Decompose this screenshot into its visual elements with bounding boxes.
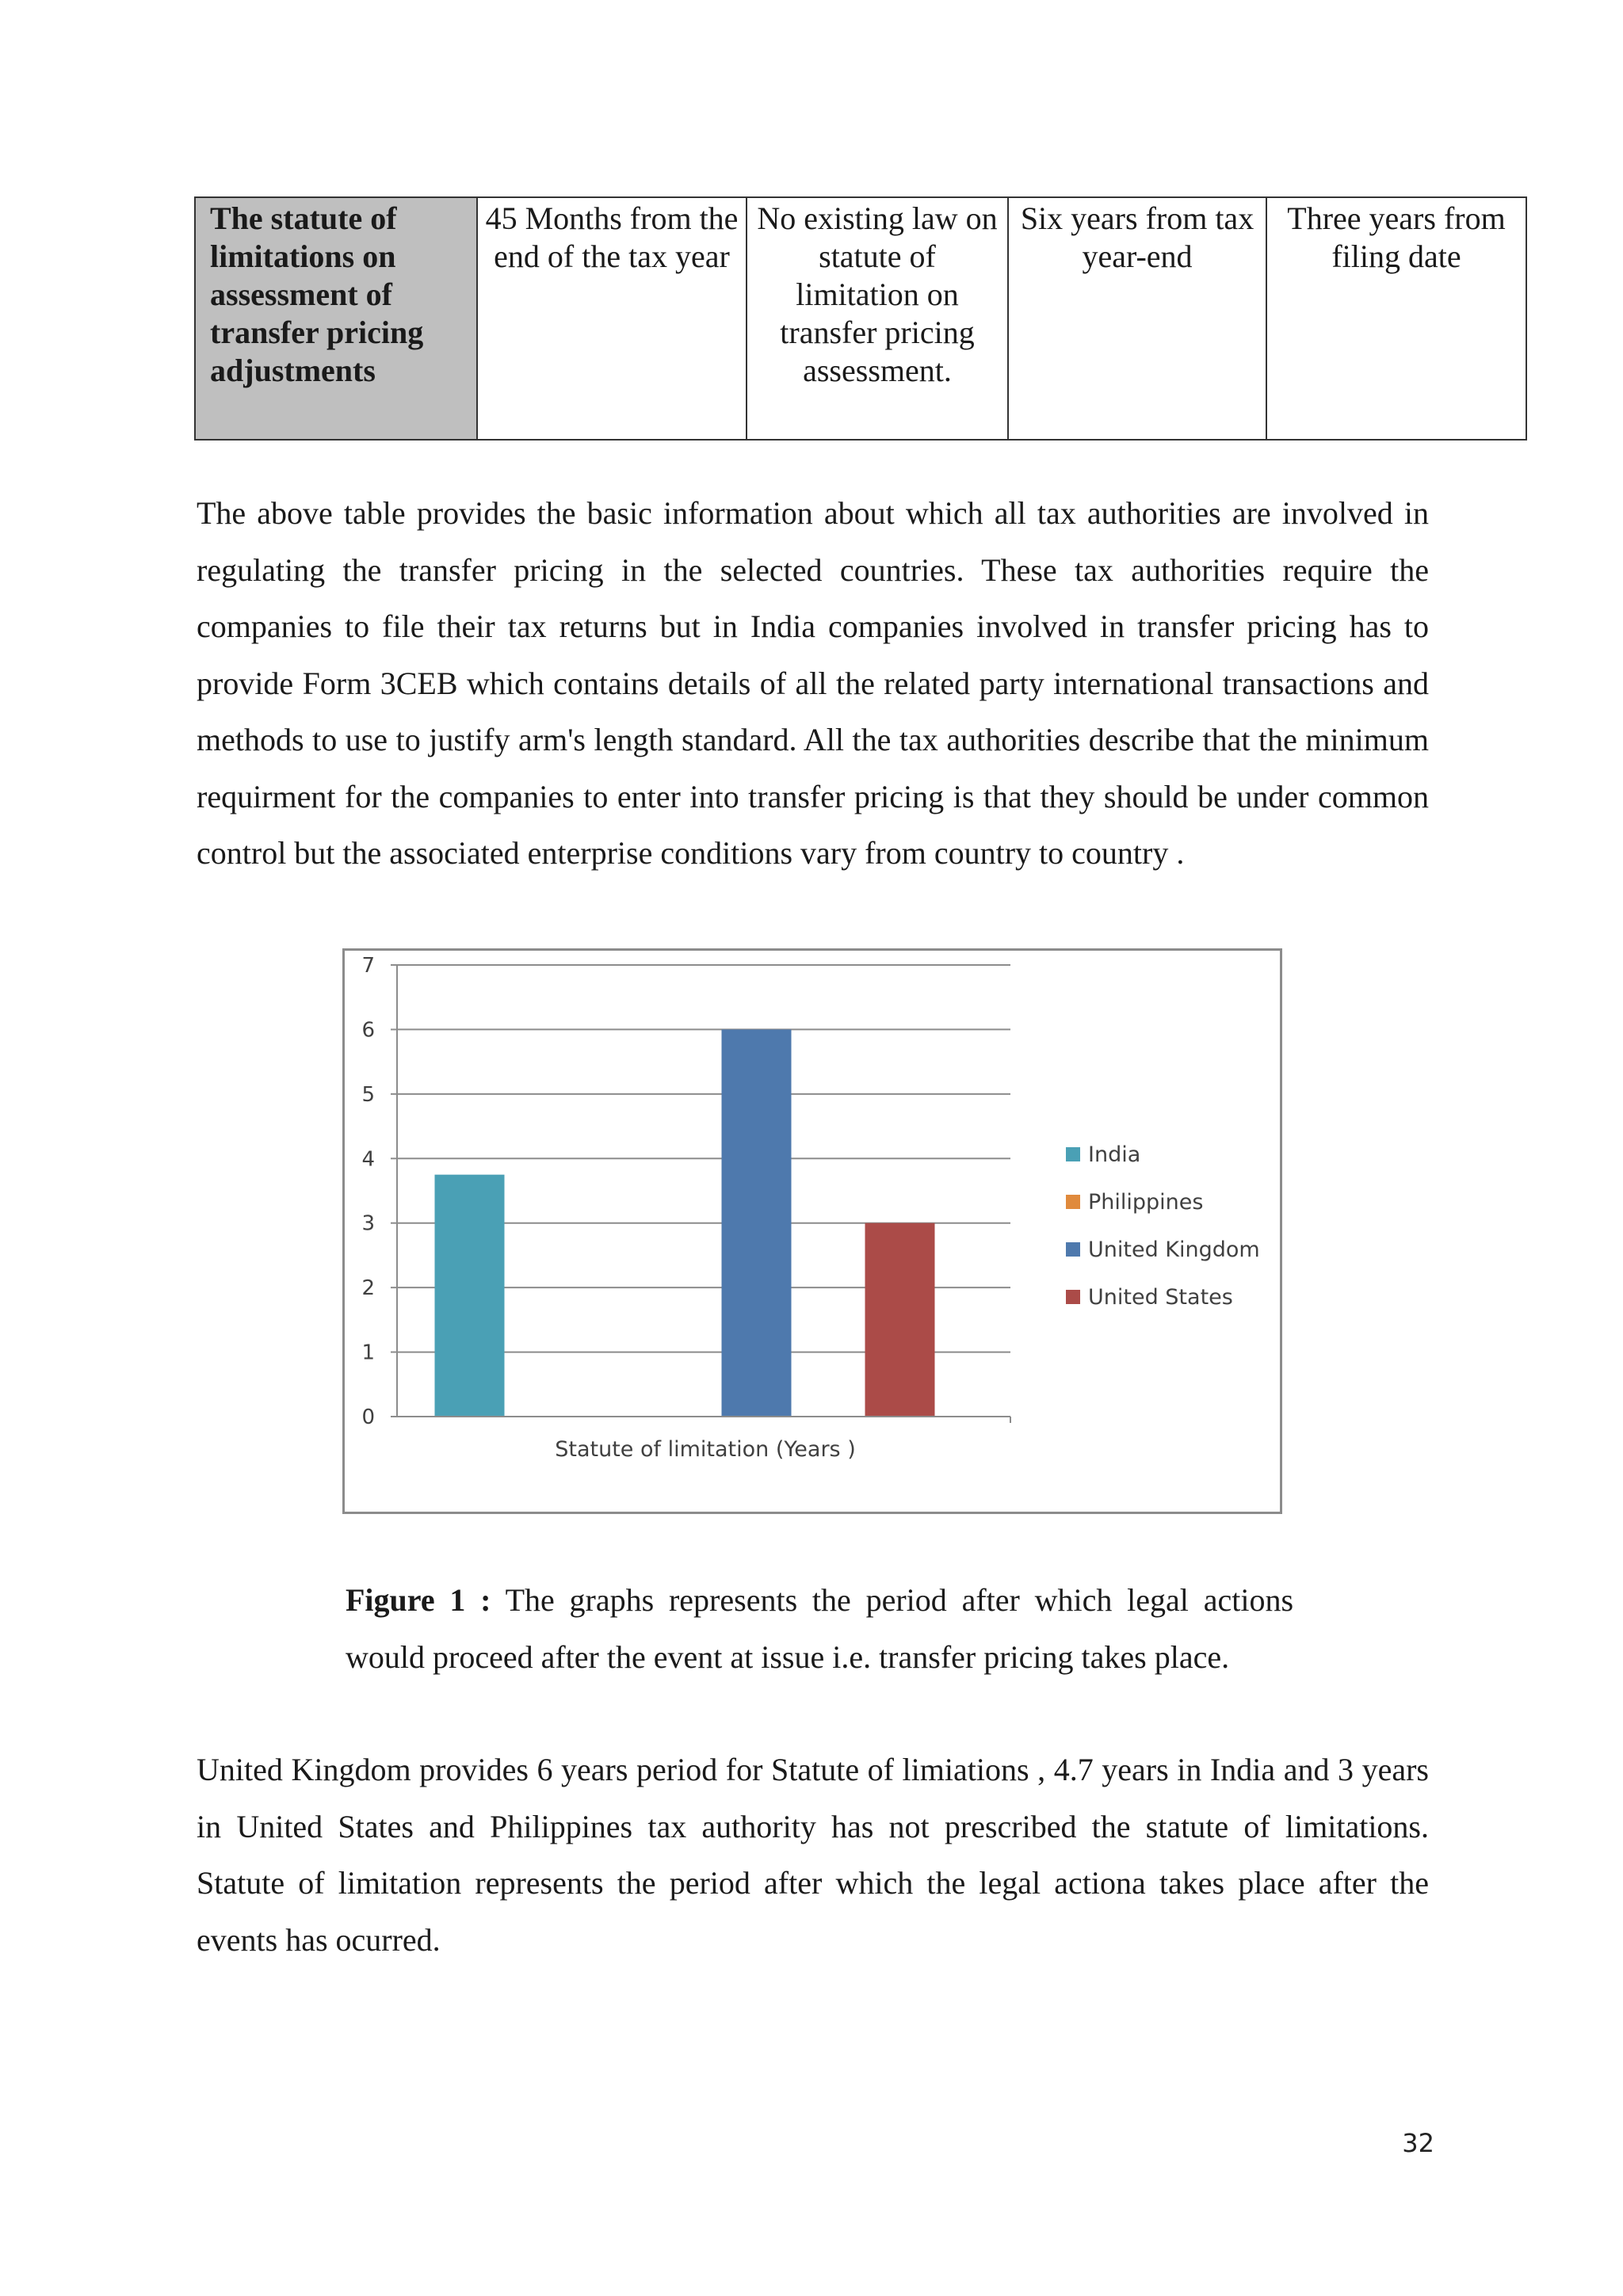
- y-tick-label: 1: [361, 1341, 375, 1365]
- table-cell-philippines: No existing law on statute of limitation on transfer pricing assessment.: [747, 197, 1008, 440]
- page-number: 32: [1402, 2128, 1434, 2158]
- body-paragraph-2: United Kingdom provides 6 years period for Statute of limiations , 4.7 years in India and 3 years in United States and Philippines tax authority has not prescribed the statute of limitations. Statute of limitation represents the period after which the legal actiona takes place after the events has ocurred.: [197, 1752, 1429, 1958]
- y-tick-label: 2: [361, 1276, 375, 1301]
- body-paragraph-1: The above table provides the basic information about which all tax authorities are involved in regulating the transfer pricing in the selected countries. These tax authorities require the companies to file their tax returns but in India companies involved in transfer pricing has to provide Form 3CEB which contains details of all the related party international transactions and methods to use to justify arm's length standard. All the tax authorities describe that the minimum requirment for the companies to enter into transfer pricing is that they should be under common control but the associated enterprise conditions vary from country to country .: [197, 495, 1429, 871]
- legend-label: United States: [1088, 1285, 1233, 1310]
- x-axis-label: Statute of limitation (Years ): [555, 1437, 856, 1462]
- legend-swatch: [1066, 1195, 1080, 1209]
- bar-united-kingdom: [722, 1029, 792, 1417]
- comparison-table: [194, 196, 1527, 441]
- legend-swatch: [1066, 1290, 1080, 1304]
- y-tick-label: 0: [361, 1405, 375, 1429]
- legend-label: India: [1088, 1142, 1141, 1167]
- bar-chart: [342, 948, 1282, 1514]
- legend-label: United Kingdom: [1088, 1238, 1260, 1262]
- table-cell-us: Three years from filing date: [1266, 197, 1526, 440]
- y-tick-label: 3: [361, 1211, 375, 1236]
- y-tick-label: 4: [361, 1147, 375, 1172]
- figure-caption-text: The graphs represents the period after which legal actions would proceed after the event at issue i.e. transfer pricing takes place.: [346, 1582, 1294, 1675]
- legend-swatch: [1066, 1147, 1080, 1161]
- y-tick-label: 5: [361, 1082, 375, 1107]
- table-cell-uk: Six years from tax year-end: [1008, 197, 1266, 440]
- chart-canvas: [345, 951, 1280, 1512]
- y-tick-label: 6: [361, 1018, 375, 1043]
- row-header-cell: The statute of limitations on assessment of transfer pricing adjustments: [195, 197, 477, 440]
- legend-label: Philippines: [1088, 1190, 1204, 1215]
- legend-swatch: [1066, 1242, 1080, 1257]
- table-cell-india: 45 Months from the end of the tax year: [477, 197, 747, 440]
- figure-label: Figure 1 :: [346, 1582, 491, 1618]
- bar-india: [435, 1175, 505, 1417]
- bar-united-states: [865, 1223, 935, 1417]
- figure-caption: [346, 1572, 1293, 1686]
- table-row: [195, 197, 1526, 440]
- y-tick-label: 7: [361, 954, 375, 978]
